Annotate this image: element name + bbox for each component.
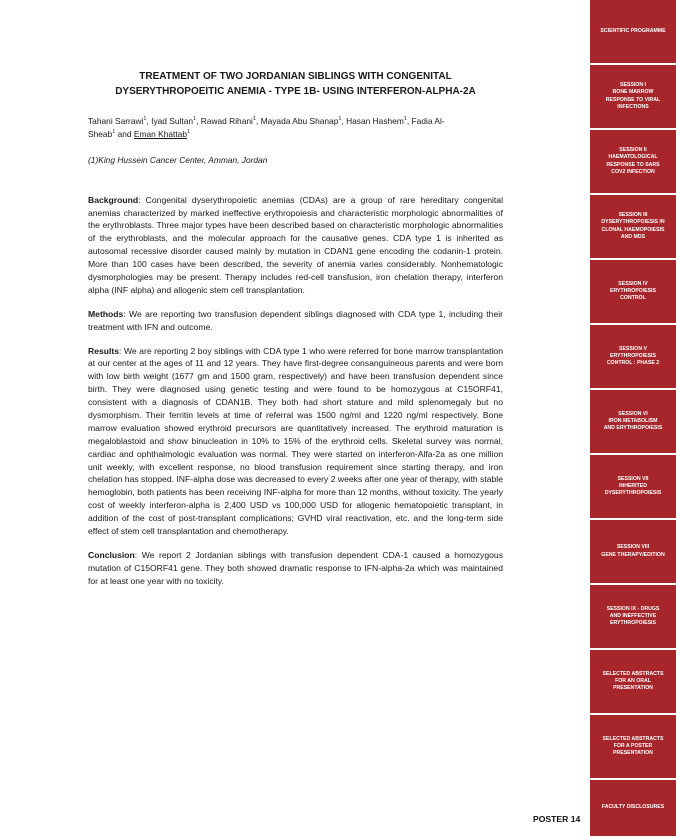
title-line-1: TREATMENT OF TWO JORDANIAN SIBLINGS WITH CONGENITAL [139, 71, 452, 82]
methods-label: Methods [88, 308, 124, 319]
affiliation-marker: 1 [338, 116, 342, 123]
sidebar-item-session-2[interactable]: SESSION II HAEMATOLOGICAL RESPONSE TO SARS COV2 INFECTION [590, 130, 676, 193]
methods-text: : We are reporting two transfusion dependent siblings diagnosed with CDA type 1, including their treatment with IFN and outcome. [88, 308, 503, 332]
author-name: Hasan Hashem [346, 116, 404, 126]
background-text: : Congenital dyserythropoietic anemias (CDAs) are a group of rare hereditary congenital anemias characterized by marked ineffective erythropoiesis and characteristic morphologic abnormalities of the erythroblasts. Three major types have been described based on characteristic morphologic abnormalities of the erythroblasts, and the molecular approach for the causative genes. CDA type 1 is inherited as autosomal recessive disorder caused mainly by mutation in CDAN1 gene encoding the codanin-1 protein. More than 100 cases have been described, the severity of anemia varies considerably. Nonhematologic dysmorphologies may be present. Therapy includes red-cell transfusion, iron chelation therapy, interferon alpha (INF alpha) and allogenic stem cell transplantation. [88, 194, 503, 295]
conclusion-section [88, 549, 503, 588]
affiliation-marker: 1 [143, 116, 147, 123]
author-name: Iyad Sultan [151, 116, 194, 126]
author-name: Rawad Rihani [200, 116, 253, 126]
sidebar-item-oral-abstracts[interactable]: SELECTED ABSTRACTS FOR AN ORAL PRESENTATION [590, 650, 676, 713]
author-name: Sheab [88, 129, 113, 140]
poster-number: POSTER 14 [533, 814, 581, 824]
sidebar-item-session-7[interactable]: SESSION VII INHERITED DYSERYTHROPOIESIS [590, 455, 676, 518]
title-line-2: DYSERYTHROPOEITIC ANEMIA - TYPE 1B- USING INTERFERON-ALPHA-2A [115, 85, 476, 97]
background-section [88, 194, 503, 297]
presenting-author-name: Eman Khattab [133, 129, 187, 140]
results-text: : We are reporting 2 boy siblings with CDA type 1 who were referred for bone marrow transplantation at our center at the ages of 11 and 12 years. They have first-degree consanguineous parents and were born with low birth weight (1677 gm and 1500 gram, respectively) and have been transfusion dependent since birth. They were diagnosed using genetic testing and were found to be homozygous at C15ORF41, consistent with a diagnosis of CDAN1B. They both had short stature and mild splenomegaly but no dysmorphism. Their ferritin levels at time of referral was 1500 ng/ml and 1220 ng/ml respectively. Bone marrow evaluation showed erythroid precursors are quantitatively increased. The erythroid maturation is megaloblastoid and show binucleation in 10% to 15% of the erythroid cells. Skeletal survey was normal, cardiac and ophthalmologic evaluation was normal. They were started on interferon-Alfa-2a as one million unit weekly, with excellent response, no blood transfusion requirement since starting therapy, and iron chelation has stopped. INF-alpha dose was decreased to every 2 weeks after one year of therapy, with stable hemoglobin, both patients has been receiving INF-alpha for more than 12 months, without toxicity. The yearly cost of weekly interferon-alpha is 2,400 USD vs 100,000 USD for allogenic hematopoietic transplant, in addition of the cost of post-transplant complications; GVHD viral reactivation, etc. and the long-term side effect of stem cell transplantation and chemotherapy. [88, 345, 503, 537]
sidebar-item-session-5[interactable]: SESSION V ERYTHROPOIESIS CONTROL : PHASE 2 [590, 325, 676, 388]
background-label: Background [88, 194, 139, 205]
affiliation-marker: 1 [252, 116, 256, 123]
affiliation-marker: 1 [187, 129, 191, 136]
sidebar-item-poster-abstracts[interactable]: SELECTED ABSTRACTS FOR A POSTER PRESENTATION [590, 715, 676, 778]
conclusion-label: Conclusion [88, 549, 135, 560]
abstract-page [88, 70, 503, 599]
abstract-title [88, 70, 503, 99]
affiliation-marker: 1 [112, 129, 116, 136]
results-label: Results [88, 345, 120, 356]
affiliation-marker: 1 [193, 116, 197, 123]
sidebar-item-faculty-disclosures[interactable]: FACULTY DISCLOSURES [590, 780, 676, 836]
sidebar-item-session-8[interactable]: SESSION VIII GENE THERAPY/EDITION [590, 520, 676, 583]
methods-section [88, 308, 503, 334]
sidebar-item-session-9[interactable]: SESSION IX - DRUGS AND INEFFECTIVE ERYTHROPOIESIS [590, 585, 676, 648]
sidebar-item-scientific-programme[interactable]: SCIENTIFIC PROGRAMME [590, 0, 676, 63]
author-name: Tahani Sarrawi [88, 116, 144, 126]
sidebar-item-session-1[interactable]: SESSION I BONE MARROW RESPONSE TO VIRAL INFECTIONS [590, 65, 676, 128]
results-section [88, 345, 503, 538]
sidebar-item-session-6[interactable]: SESSION VI IRON METABOLISM AND ERYTHROPOIESIS [590, 390, 676, 453]
affiliation: (1)King Hussein Cancer Center, Amman, Jordan [88, 155, 268, 166]
affiliation-marker: 1 [403, 116, 407, 123]
author-name: Fadia Al- [411, 116, 445, 126]
sidebar-item-session-3[interactable]: SESSION III DYSERYTHROPOIESIS IN CLONAL HAEMOPOIESIS AND MDS [590, 195, 676, 258]
sidebar-navigation [590, 0, 676, 836]
sidebar-item-session-4[interactable]: SESSION IV ERYTHROPOIESIS CONTROL [590, 260, 676, 323]
author-list: Tahani Sarrawi$^1$, Iyad Sultan$^1$, Rawad Rihani$^1$, Mayada Abu Shanap$^1$, Hasan Hashem$^1$, Fadia Al- Sheab$^1$ and Eman Khattab$^1$ [88, 116, 445, 140]
conclusion-text: : We report 2 Jordanian siblings with transfusion dependent CDA-1 caused a homozygous mutation of C15ORF41 gene. They both showed dramatic response to IFN-alpha-2a which was maintained for at least one year with no toxicity. [88, 549, 503, 586]
author-name: Mayada Abu Shanap [260, 116, 339, 126]
